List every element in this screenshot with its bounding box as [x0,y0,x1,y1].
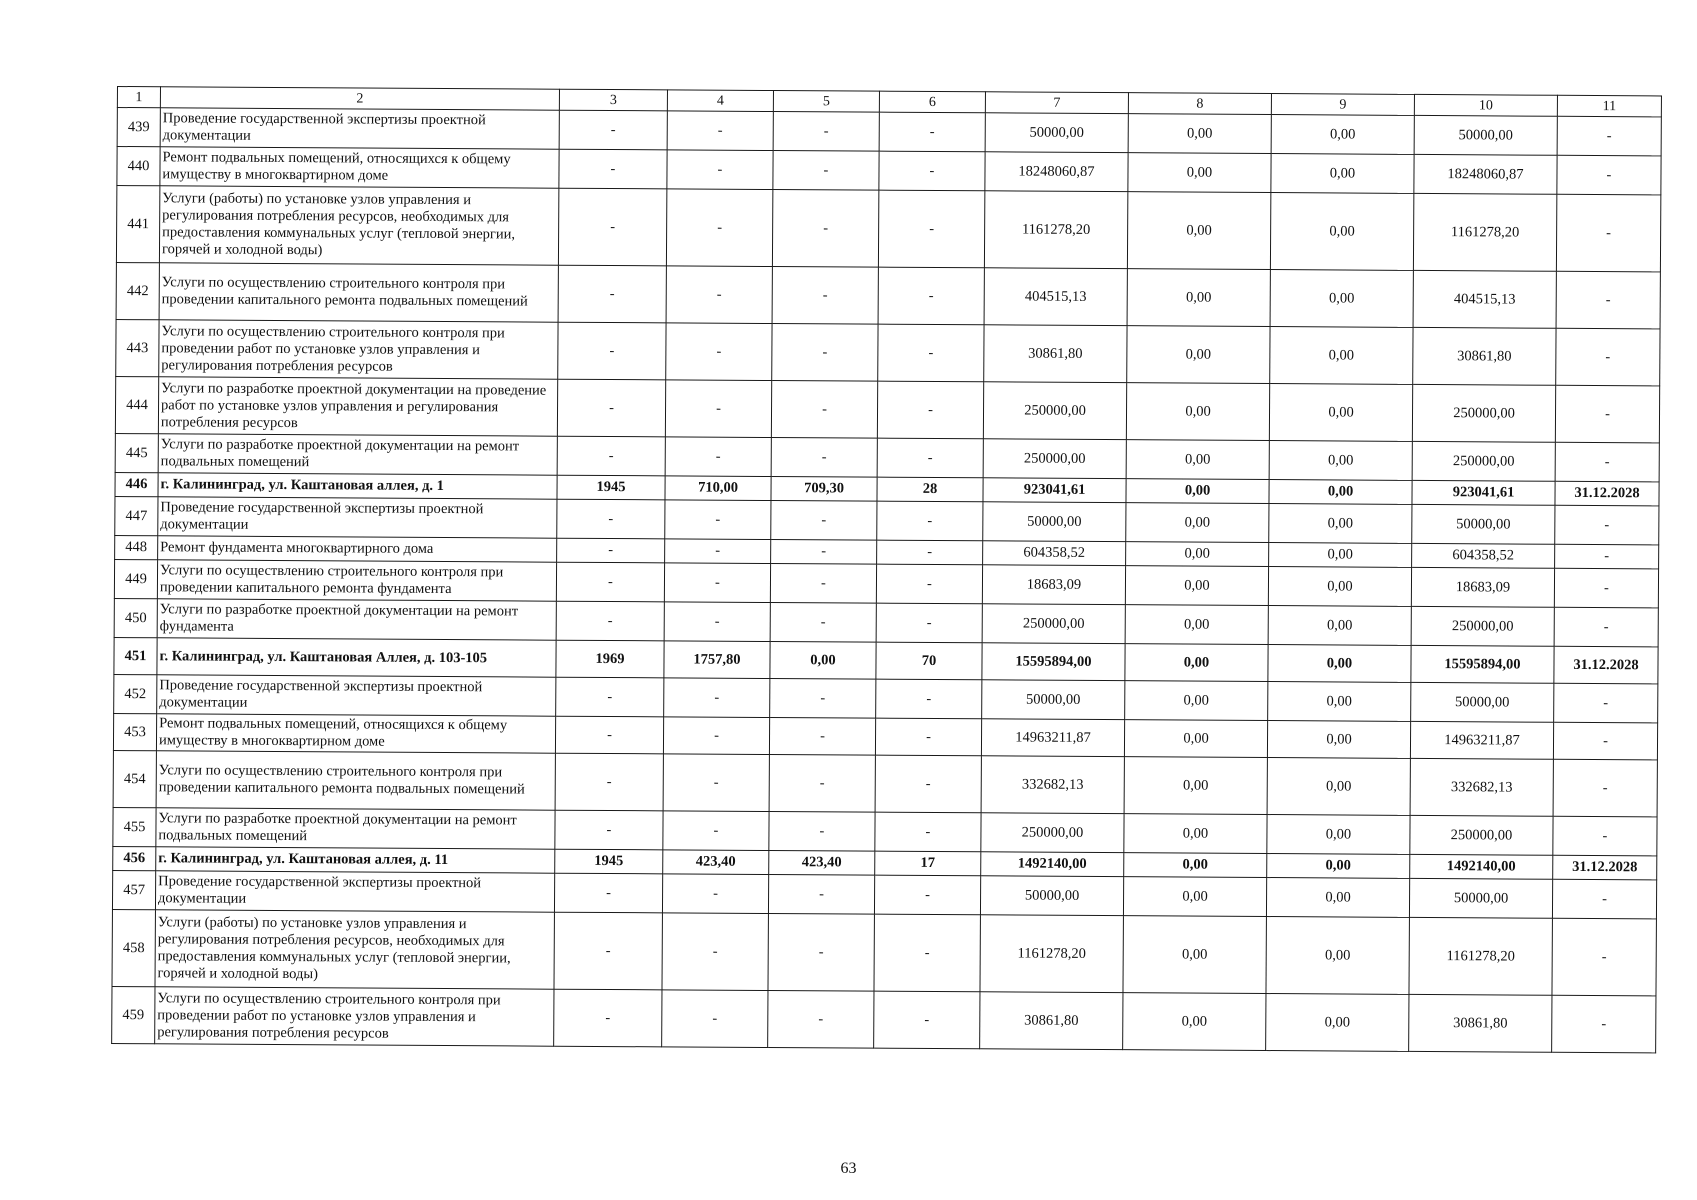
cost-owners: 50000,00 [1412,504,1555,544]
completion-date: - [1557,116,1661,156]
living-area: - [771,438,877,478]
column-header: 6 [879,91,985,113]
cost-owners: 250000,00 [1410,815,1553,855]
work-description: Услуги по осуществлению строительного контроля при проведении капитального ремонта фундамента [157,560,556,601]
living-area: - [770,603,876,643]
cost-total: 18248060,87 [985,152,1128,192]
completion-date: - [1556,328,1660,386]
cost-fund: 0,00 [1124,814,1267,854]
cost-total: 50000,00 [982,680,1125,720]
build-year: - [556,562,664,602]
total-area: - [662,874,768,914]
cost-owners: 18248060,87 [1414,154,1557,194]
column-header: 10 [1414,94,1557,116]
residents-count: - [879,112,985,152]
residents-count: 17 [875,851,981,876]
table-row [116,319,1660,385]
residents-count: - [874,991,980,1049]
total-area: - [663,717,769,755]
build-year: - [559,110,667,150]
total-area: - [663,811,769,851]
column-header: 1 [117,87,160,108]
living-area: 0,00 [770,642,876,680]
build-year: 1945 [555,849,663,874]
completion-date: - [1554,607,1658,647]
living-area: - [773,151,879,191]
cost-owners: 604358,52 [1412,543,1555,568]
cost-budget: 0,00 [1268,682,1411,722]
total-area: - [662,990,768,1048]
work-description: г. Калининград, ул. Каштановая аллея, д. 1 [158,473,557,499]
living-area: - [768,913,874,991]
total-area: - [665,500,771,540]
total-area: - [667,150,773,190]
cost-budget: 0,00 [1270,193,1413,271]
work-description: Услуги по разработке проектной документации на ремонт подвальных помещений [156,808,555,849]
residents-count: - [878,324,984,382]
build-year: - [554,912,662,990]
cost-owners: 923041,61 [1412,480,1555,505]
total-area: - [664,602,770,642]
residents-count: - [874,914,980,992]
living-area: - [769,754,875,812]
cost-total: 1492140,00 [981,852,1124,877]
cost-owners: 14963211,87 [1410,721,1553,759]
build-year: - [557,499,665,539]
cost-total: 604358,52 [983,541,1126,566]
completion-date: - [1553,722,1657,760]
residents-count: - [876,679,982,719]
table-row [113,750,1657,816]
work-description: Услуги по разработке проектной документации на ремонт подвальных помещений [158,434,557,475]
column-header: 5 [773,91,879,113]
cost-total: 250000,00 [983,439,1126,479]
cost-total: 332682,13 [981,756,1124,814]
living-area: - [771,540,877,565]
completion-date: - [1552,879,1656,919]
total-area: - [666,189,772,267]
row-number: 452 [114,674,157,713]
cost-fund: 0,00 [1128,153,1271,193]
cost-budget: 0,00 [1270,327,1413,385]
build-year: - [555,716,663,754]
work-description: Проведение государственной экспертизы проектной документации [157,675,556,716]
living-area: - [770,678,876,718]
page-number: 63 [840,1160,857,1177]
completion-date: - [1556,271,1660,329]
completion-date: - [1553,759,1657,817]
row-number: 444 [115,376,158,433]
row-number: 449 [114,559,157,598]
row-number: 445 [115,433,158,472]
total-area: - [666,323,772,381]
total-area: - [664,678,770,718]
build-year: - [556,677,664,717]
build-year: - [556,601,664,641]
cost-owners: 30861,80 [1413,327,1556,385]
row-number: 458 [112,909,155,986]
work-description: Ремонт подвальных помещений, относящихся к общему имуществу в многоквартирном доме [160,147,559,188]
column-header: 8 [1128,93,1271,115]
work-description: Услуги по разработке проектной документации на ремонт фундамента [157,599,556,640]
build-year: - [559,149,667,189]
residents-count: - [879,151,985,191]
cost-budget: 0,00 [1267,758,1410,816]
row-number: 453 [113,713,156,750]
row-number: 455 [113,807,156,846]
table-row [115,376,1659,442]
total-area: - [663,754,769,812]
cost-fund: 0,00 [1125,566,1268,606]
cost-total: 50000,00 [980,876,1123,916]
cost-budget: 0,00 [1269,384,1412,442]
cost-fund: 0,00 [1123,877,1266,917]
residents-count: - [876,603,982,643]
total-area: 1757,80 [664,641,770,679]
capital-repair-table [111,86,1662,1053]
cost-owners: 404515,13 [1413,270,1556,328]
completion-date: - [1556,194,1660,272]
cost-total: 250000,00 [982,604,1125,644]
residents-count: - [875,718,981,756]
cost-total: 1161278,20 [984,191,1127,269]
build-year: - [557,379,665,437]
cost-budget: 0,00 [1269,480,1412,505]
row-number: 447 [115,496,158,535]
cost-owners: 18683,09 [1411,567,1554,607]
cost-fund: 0,00 [1124,853,1267,878]
cost-owners: 250000,00 [1412,441,1555,481]
cost-total: 18683,09 [982,565,1125,605]
cost-fund: 0,00 [1126,440,1269,480]
work-description: Услуги по осуществлению строительного контроля при проведении капитального ремонта подвальных помещений [156,751,555,810]
cost-budget: 0,00 [1269,504,1412,544]
cost-budget: 0,00 [1267,815,1410,855]
residents-count: - [877,501,983,541]
work-description: Проведение государственной экспертизы проектной документации [155,871,554,912]
table-row [112,909,1656,995]
cost-owners: 1161278,20 [1409,917,1552,995]
cost-budget: 0,00 [1270,270,1413,328]
table-row [112,986,1656,1052]
completion-date: - [1554,683,1658,723]
cost-total: 250000,00 [981,813,1124,853]
total-area: 423,40 [663,850,769,875]
residents-count: - [874,875,980,915]
completion-date: - [1555,544,1659,569]
cost-fund: 0,00 [1128,114,1271,154]
residents-count: - [877,381,983,439]
cost-budget: 0,00 [1271,154,1414,194]
build-year: - [558,322,666,380]
work-description: г. Калининград, ул. Каштановая аллея, д. 11 [156,847,555,873]
cost-owners: 1161278,20 [1413,193,1556,271]
column-header: 7 [985,92,1128,114]
table-row [116,186,1660,272]
residents-count: - [877,438,983,478]
cost-fund: 0,00 [1124,720,1267,758]
build-year: - [555,810,663,850]
completion-date: - [1557,155,1661,195]
cost-fund: 0,00 [1127,192,1270,270]
cost-owners: 1492140,00 [1410,854,1553,879]
cost-budget: 0,00 [1268,606,1411,646]
cost-total: 250000,00 [983,382,1126,440]
cost-budget: 0,00 [1268,567,1411,607]
build-year: 1945 [557,475,665,500]
residents-count: - [876,564,982,604]
build-year: - [554,989,662,1047]
residents-count: 70 [876,642,982,680]
work-description: Услуги по осуществлению строительного контроля при проведении работ по установке узлов управления и регулирования потребления ресурсов [155,987,554,1046]
row-number: 443 [116,319,159,376]
living-area: - [772,324,878,382]
cost-owners: 30861,80 [1409,994,1552,1052]
table-body [112,87,1662,1053]
total-area: - [666,266,772,324]
row-number: 439 [117,108,160,147]
cost-fund: 0,00 [1126,542,1269,567]
cost-total: 50000,00 [983,502,1126,542]
build-year: - [558,188,666,266]
column-header: 11 [1557,95,1661,117]
living-area: - [768,990,874,1048]
column-header: 9 [1271,94,1414,116]
living-area: 709,30 [771,477,877,502]
work-description: Услуги по осуществлению строительного контроля при проведении капитального ремонта подвальных помещений [159,263,558,322]
cost-fund: 0,00 [1125,605,1268,645]
total-area: - [665,380,771,438]
work-description: Ремонт подвальных помещений, относящихся к общему имуществу в многоквартирном доме [156,714,555,753]
work-description: г. Калининград, ул. Каштановая Аллея, д. 103-105 [157,638,556,677]
cost-owners: 50000,00 [1411,682,1554,722]
cost-budget: 0,00 [1267,854,1410,879]
completion-date: - [1553,816,1657,856]
cost-total: 30861,80 [984,325,1127,383]
total-area: - [664,563,770,603]
cost-fund: 0,00 [1124,757,1267,815]
column-header: 2 [160,87,559,110]
cost-budget: 0,00 [1266,878,1409,918]
cost-budget: 0,00 [1266,994,1409,1052]
row-number: 457 [112,870,155,909]
cost-fund: 0,00 [1126,383,1269,441]
residents-count: - [878,267,984,325]
cost-fund: 0,00 [1126,503,1269,543]
column-header: 3 [559,89,667,111]
column-header: 4 [667,90,773,112]
total-area: - [665,539,771,564]
living-area: 423,40 [769,850,875,875]
cost-owners: 50000,00 [1414,115,1557,155]
cost-owners: 250000,00 [1412,384,1555,442]
residents-count: - [875,755,981,813]
completion-date: - [1552,918,1656,996]
work-description: Услуги (работы) по установке узлов управления и регулирования потребления ресурсов, необходимых для предоставления коммунальных услуг (тепловой энергии, горячей и холодной воды) [155,910,554,989]
cost-total: 14963211,87 [981,719,1124,757]
work-description: Проведение государственной экспертизы проектной документации [160,108,559,149]
cost-fund: 0,00 [1123,916,1266,994]
row-number: 450 [114,598,157,637]
build-year: - [557,436,665,476]
cost-budget: 0,00 [1267,721,1410,759]
completion-date: 31.12.2028 [1554,646,1658,684]
completion-date: - [1554,568,1658,608]
residents-count: - [877,540,983,565]
total-area: - [667,111,773,151]
cost-fund: 0,00 [1125,681,1268,721]
row-number: 446 [115,472,158,496]
row-number: 442 [116,262,159,319]
living-area: - [769,811,875,851]
cost-budget: 0,00 [1271,115,1414,155]
cost-owners: 332682,13 [1410,758,1553,816]
completion-date: - [1555,442,1659,482]
cost-owners: 250000,00 [1411,606,1554,646]
row-number: 459 [112,986,155,1043]
total-area: - [662,913,768,991]
cost-owners: 15595894,00 [1411,645,1554,683]
work-description: Ремонт фундамента многоквартирного дома [158,536,557,562]
cost-fund: 0,00 [1126,479,1269,504]
cost-total: 30861,80 [980,992,1123,1050]
work-description: Проведение государственной экспертизы проектной документации [158,497,557,538]
cost-fund: 0,00 [1127,269,1270,327]
build-year: - [555,753,663,811]
build-year: - [554,873,662,913]
table-row [116,262,1660,328]
total-area: - [665,437,771,477]
cost-budget: 0,00 [1269,543,1412,568]
residents-count: - [878,190,984,268]
living-area: - [772,267,878,325]
completion-date: - [1552,995,1656,1053]
cost-total: 50000,00 [985,113,1128,153]
cost-budget: 0,00 [1266,917,1409,995]
row-number: 448 [115,535,158,559]
cost-owners: 50000,00 [1409,878,1552,918]
residents-count: 28 [877,477,983,502]
residents-count: - [875,812,981,852]
completion-date: 31.12.2028 [1553,855,1657,880]
living-area: - [770,564,876,604]
cost-total: 923041,61 [983,478,1126,503]
living-area: - [768,874,874,914]
living-area: - [773,112,879,152]
work-description: Услуги по разработке проектной документации на проведение работ по установке узлов управления и регулирования потребления ресурсов [158,377,557,436]
work-description: Услуги по осуществлению строительного контроля при проведении работ по установке узлов управления и регулирования потребления ресурсов [159,320,558,379]
build-year: - [557,538,665,563]
cost-total: 15595894,00 [982,643,1125,681]
cost-fund: 0,00 [1125,644,1268,682]
living-area: - [772,190,878,268]
cost-budget: 0,00 [1269,441,1412,481]
cost-fund: 0,00 [1123,993,1266,1051]
living-area: - [771,501,877,541]
cost-fund: 0,00 [1127,326,1270,384]
row-number: 451 [114,637,157,674]
work-description: Услуги (работы) по установке узлов управления и регулирования потребления ресурсов, необходимых для предоставления коммунальных услуг (тепловой энергии, горячей и холодной воды) [159,186,558,265]
completion-date: - [1555,385,1659,443]
row-number: 441 [116,186,159,263]
row-number: 456 [113,846,156,870]
cost-budget: 0,00 [1268,645,1411,683]
total-area: 710,00 [665,476,771,501]
build-year: 1969 [556,640,664,678]
cost-total: 404515,13 [984,268,1127,326]
completion-date: - [1555,505,1659,545]
living-area: - [771,381,877,439]
row-number: 440 [117,147,160,186]
row-number: 454 [113,750,156,807]
build-year: - [558,265,666,323]
living-area: - [769,717,875,755]
completion-date: 31.12.2028 [1555,481,1659,506]
cost-total: 1161278,20 [980,915,1123,993]
